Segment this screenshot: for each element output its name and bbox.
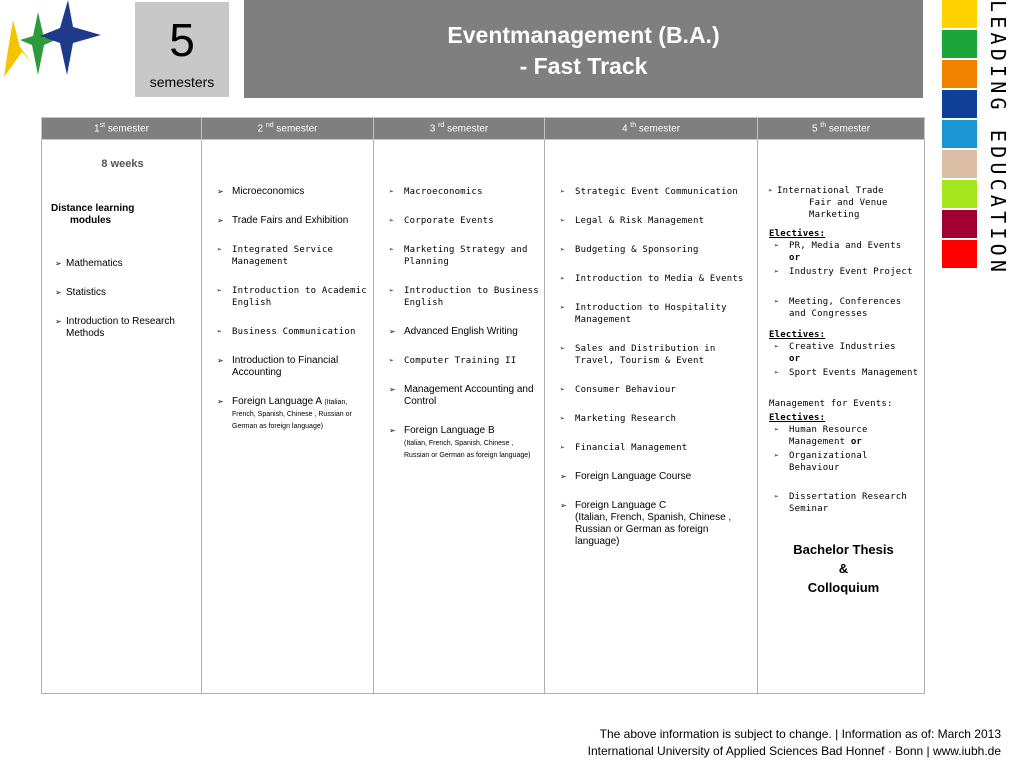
logo-diamond-green	[20, 12, 60, 75]
color-stripe-2	[942, 30, 977, 58]
bachelor-thesis-label: Bachelor Thesis & Colloquium	[793, 542, 894, 595]
list-item: ➢ Human Resource Management or	[767, 424, 920, 448]
list-item: ➢ Statistics	[48, 287, 197, 299]
list-item: ➢ Marketing Research	[553, 413, 753, 425]
column-header-semester-1: 1st semester	[42, 118, 202, 140]
list-item: ➢ Industry Event Project	[767, 266, 920, 278]
list-item: ➢ Introduction to Academic English	[210, 285, 369, 309]
table-body-row	[42, 140, 925, 694]
list-item: ➢ Computer Training II	[382, 355, 540, 367]
list-item: ➢ Strategic Event Communication	[553, 186, 753, 198]
semester-3-list	[382, 186, 540, 461]
column-header-semester-4: 4 $^{th}$ semester	[545, 118, 758, 140]
international-trade-fair-item: ➢ International Trade Fair and Venue Marketing	[768, 186, 888, 220]
electives-heading: Electives:	[769, 330, 826, 340]
list-item: ➢ Sales and Distribution in Travel, Tourism & Event	[553, 343, 753, 367]
color-stripe-8	[942, 210, 977, 238]
semester-2-list	[210, 186, 369, 432]
list-item: ➢ Financial Management	[553, 442, 753, 454]
color-stripe-4	[942, 90, 977, 118]
logo-diamond-yellow	[4, 20, 31, 77]
list-item: ➢ Introduction to Media & Events	[553, 273, 753, 285]
list-item: ➢ Legal & Risk Management	[553, 215, 753, 227]
list-item: ➢ Microeconomics	[210, 186, 369, 198]
list-item: ➢ Foreign Language B (Italian, French, Spanish, Chinese , Russian or German as foreign language)	[382, 425, 540, 461]
color-stripe-5	[942, 120, 977, 148]
curriculum-table	[41, 117, 925, 694]
color-stripe-6	[942, 150, 977, 178]
semester-count-box	[135, 2, 229, 97]
color-stripe-3	[942, 60, 977, 88]
semester-count-number: 5	[169, 14, 195, 66]
color-stripe-7	[942, 180, 977, 208]
table-header-row	[42, 118, 925, 140]
electives-group-3	[767, 424, 920, 474]
page-title	[244, 0, 923, 98]
column-header-semester-5: 5 $^{th}$ semester	[758, 118, 925, 140]
list-item: ➢ Creative Industries or	[767, 341, 920, 365]
column-header-semester-3: 3 $^{rd}$ semester	[374, 118, 545, 140]
list-item: ➢ Trade Fairs and Exhibition	[210, 215, 369, 227]
column-header-semester-2: 2 $^{nd}$ semester	[202, 118, 374, 140]
list-item: ➢ Advanced English Writing	[382, 326, 540, 338]
list-item: ➢ Budgeting & Sponsoring	[553, 244, 753, 256]
list-item: ➢ Business Communication	[210, 326, 369, 338]
logo-diamond-blue	[40, 0, 101, 75]
list-item: ➢ Sport Events Management	[767, 367, 920, 379]
weeks-label: 8 weeks	[101, 158, 144, 170]
color-stripes	[942, 0, 977, 280]
semester-count-label: semesters	[149, 74, 215, 90]
list-item: ➢ Integrated Service Management	[210, 244, 369, 268]
color-stripe-1	[942, 0, 977, 28]
list-item: ➢ Management Accounting and Control	[382, 384, 540, 408]
semester-1-list	[48, 258, 197, 340]
list-item: ➢ Mathematics	[48, 258, 197, 270]
list-item: ➢ Meeting, Conferences and Congresses	[767, 296, 920, 320]
list-item: ➢ Macroeconomics	[382, 186, 540, 198]
electives-group-1	[767, 240, 920, 278]
electives-group-2	[767, 341, 920, 379]
semester-1-cell	[42, 140, 202, 694]
list-item: ➢ Introduction to Hospitality Management	[553, 302, 753, 326]
list-item: ➢ Marketing Strategy and Planning	[382, 244, 540, 268]
list-item: ➢ Foreign Language C (Italian, French, Spanish, Chinese , Russian or German as foreign language)	[553, 500, 753, 548]
management-for-events-label: Management for Events:	[769, 399, 893, 409]
semester-3-cell	[374, 140, 545, 694]
list-item: ➢ Corporate Events	[382, 215, 540, 227]
distance-learning-heading: Distance learning modules	[51, 203, 135, 226]
footer-disclaimer: The above information is subject to change. | Information as of: March 2013	[599, 727, 1001, 741]
list-item: ➢ Foreign Language A (Italian, French, Spanish, Chinese , Russian or German as foreign language)	[210, 396, 369, 432]
list-item: ➢ Foreign Language Course	[553, 471, 753, 483]
list-item: ➢ Organizational Behaviour	[767, 450, 920, 474]
semester-5-cell	[758, 140, 925, 694]
electives-heading: Electives:	[769, 413, 826, 423]
semester-4-cell	[545, 140, 758, 694]
tagline: LEADING EDUCATION	[986, 0, 1010, 277]
iubh-logo	[0, 0, 108, 85]
meeting-list	[767, 296, 920, 320]
title-line-1: Eventmanagement (B.A.)	[447, 22, 720, 48]
list-item: ➢ Consumer Behaviour	[553, 384, 753, 396]
semester-2-cell	[202, 140, 374, 694]
title-line-2: - Fast Track	[519, 53, 648, 79]
list-item: ➢ PR, Media and Events or	[767, 240, 920, 264]
list-item: ➢ Introduction to Financial Accounting	[210, 355, 369, 379]
list-item: ➢ Introduction to Research Methods	[48, 316, 197, 340]
footer-university: International University of Applied Sciences Bad Honnef · Bonn | www.iubh.de	[587, 744, 1001, 758]
seminar-list	[767, 491, 920, 515]
list-item: ➢ Dissertation Research Seminar	[767, 491, 920, 515]
color-stripe-9	[942, 240, 977, 268]
footer	[588, 726, 1001, 760]
semester-4-list	[553, 186, 753, 548]
list-item: ➢ Introduction to Business English	[382, 285, 540, 309]
electives-heading: Electives:	[769, 229, 826, 239]
